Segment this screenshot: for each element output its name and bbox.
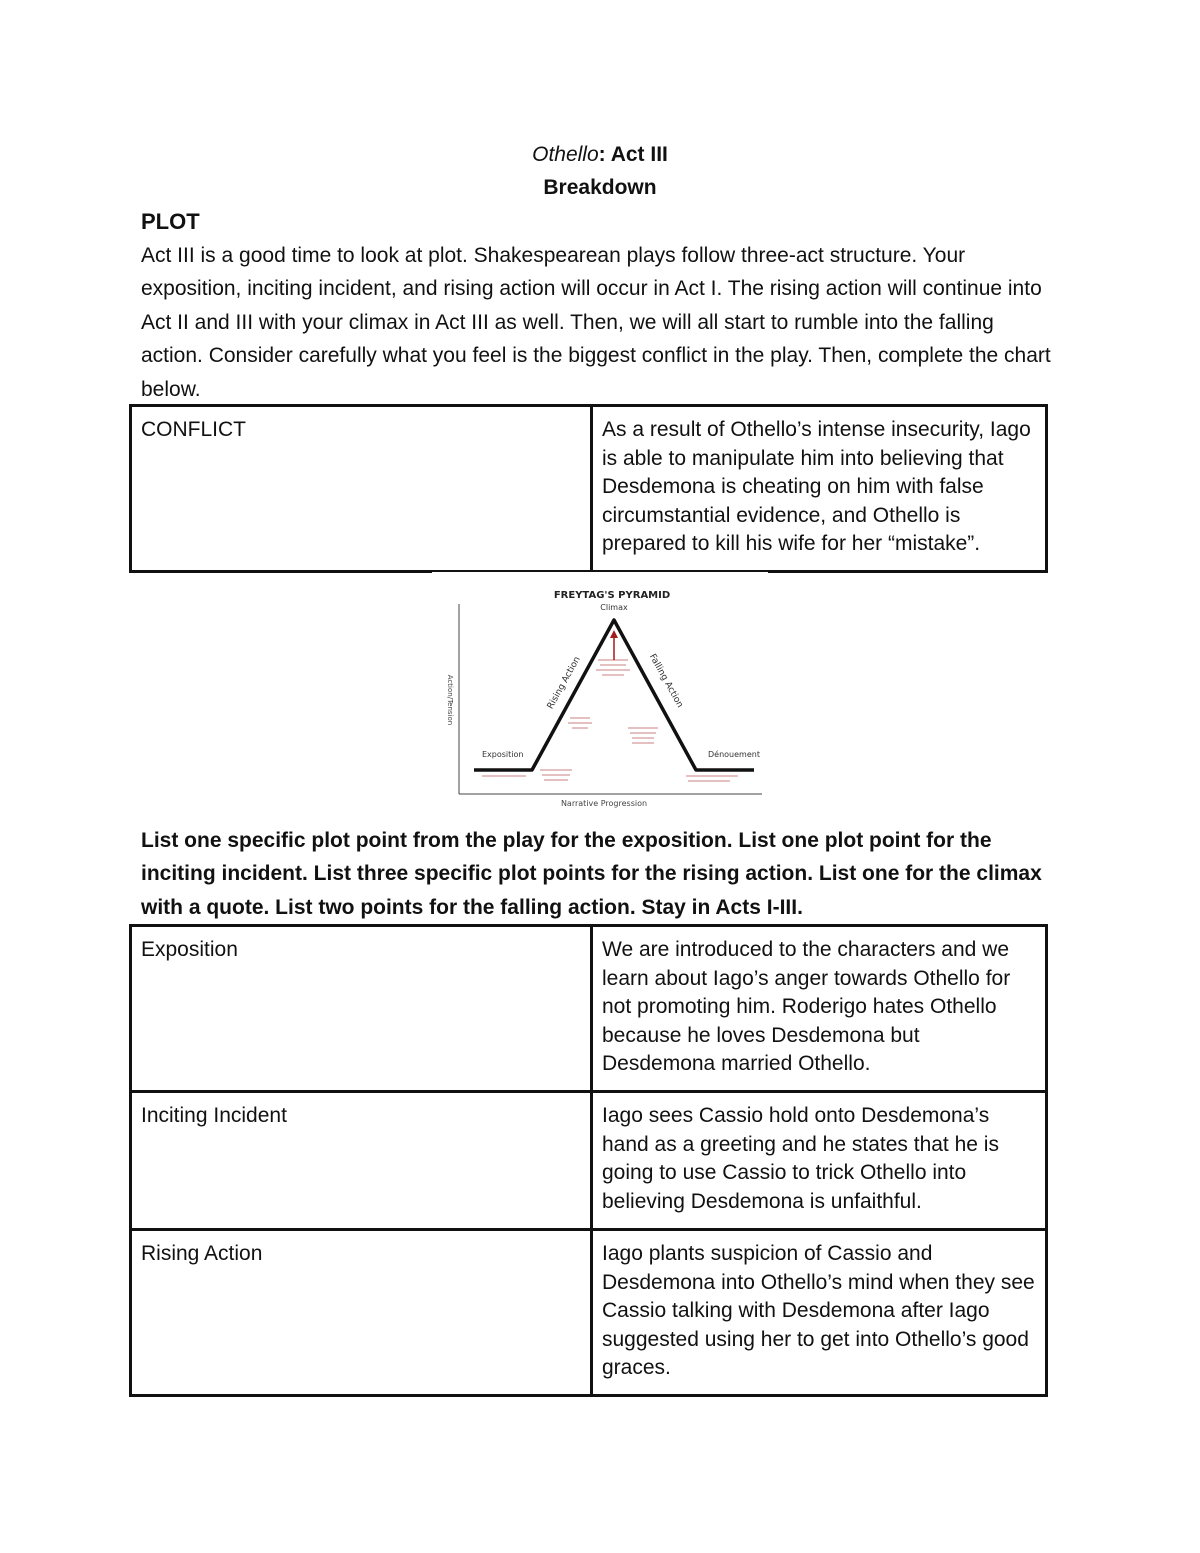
diagram-title: FREYTAG'S PYRAMID bbox=[553, 590, 671, 601]
conflict-label: CONFLICT bbox=[131, 406, 592, 572]
table-row bbox=[131, 1230, 1047, 1396]
document-subtitle: Breakdown bbox=[543, 176, 657, 199]
diagram-y-axis-label: Action/Tension bbox=[446, 674, 454, 726]
section-heading: PLOT bbox=[141, 209, 200, 234]
diagram-x-axis-label: Narrative Progression bbox=[560, 799, 648, 808]
diagram-right-label: Dénouement bbox=[708, 750, 760, 759]
conflict-answer: As a result of Othello’s intense insecurity, Iago is able to manipulate him into believing that Desdemona is cheating on him with false circumstantial evidence, and Othello is prepared to kill his wife for her “mistake”. bbox=[592, 406, 1047, 572]
freytag-pyramid-diagram bbox=[432, 572, 768, 820]
table-row bbox=[131, 1092, 1047, 1230]
conflict-row bbox=[131, 406, 1047, 572]
plot-instructions bbox=[141, 824, 1061, 924]
diagram-left-label: Exposition bbox=[482, 750, 524, 759]
instruction-line: with a quote. List two points for the falling action. Stay in Acts I-III. bbox=[141, 895, 803, 919]
instruction-line: List one specific plot point from the play for the exposition. List one plot point for the bbox=[141, 829, 992, 852]
diagram-rising-label: Rising Action bbox=[545, 655, 583, 712]
title-act: : Act III bbox=[598, 143, 668, 166]
diagram-falling-label: Falling Action bbox=[646, 652, 685, 710]
row-label-inciting-incident: Inciting Incident bbox=[131, 1092, 592, 1230]
row-label-rising-action: Rising Action bbox=[131, 1230, 592, 1396]
table-row bbox=[131, 926, 1047, 1092]
instruction-line: inciting incident. List three specific plot points for the rising action. List one for the climax bbox=[141, 862, 1042, 886]
row-answer-exposition: We are introduced to the characters and we learn about Iago’s anger towards Othello for not promoting him. Roderigo hates Othello because he loves Desdemona but Desdemona married Othello. bbox=[592, 926, 1047, 1092]
row-label-exposition: Exposition bbox=[131, 926, 592, 1092]
intro-paragraph: Act III is a good time to look at plot. Shakespearean plays follow three-act structure. Your exposition, inciting incident, and rising action will occur in Act I. The rising action will continue into Act II and III with your climax in Act III as well. Then, we will all start to rumble into the falling action. Consider carefully what you feel is the biggest conflict in the play. Then, complete the chart below. bbox=[141, 244, 1051, 401]
row-answer-inciting-incident: Iago sees Cassio hold onto Desdemona’s hand as a greeting and he states that he is going to use Cassio to trick Othello into believing Desdemona is unfaithful. bbox=[592, 1092, 1047, 1230]
row-answer-rising-action: Iago plants suspicion of Cassio and Desdemona into Othello’s mind when they see Cassio talking with Desdemona after Iago suggested using her to get into Othello’s good graces. bbox=[592, 1230, 1047, 1396]
document-title bbox=[0, 143, 1200, 167]
plot-points-table bbox=[129, 924, 1048, 1397]
title-work: Othello bbox=[532, 143, 599, 166]
diagram-peak-label: Climax bbox=[600, 603, 628, 612]
conflict-table bbox=[129, 404, 1048, 573]
